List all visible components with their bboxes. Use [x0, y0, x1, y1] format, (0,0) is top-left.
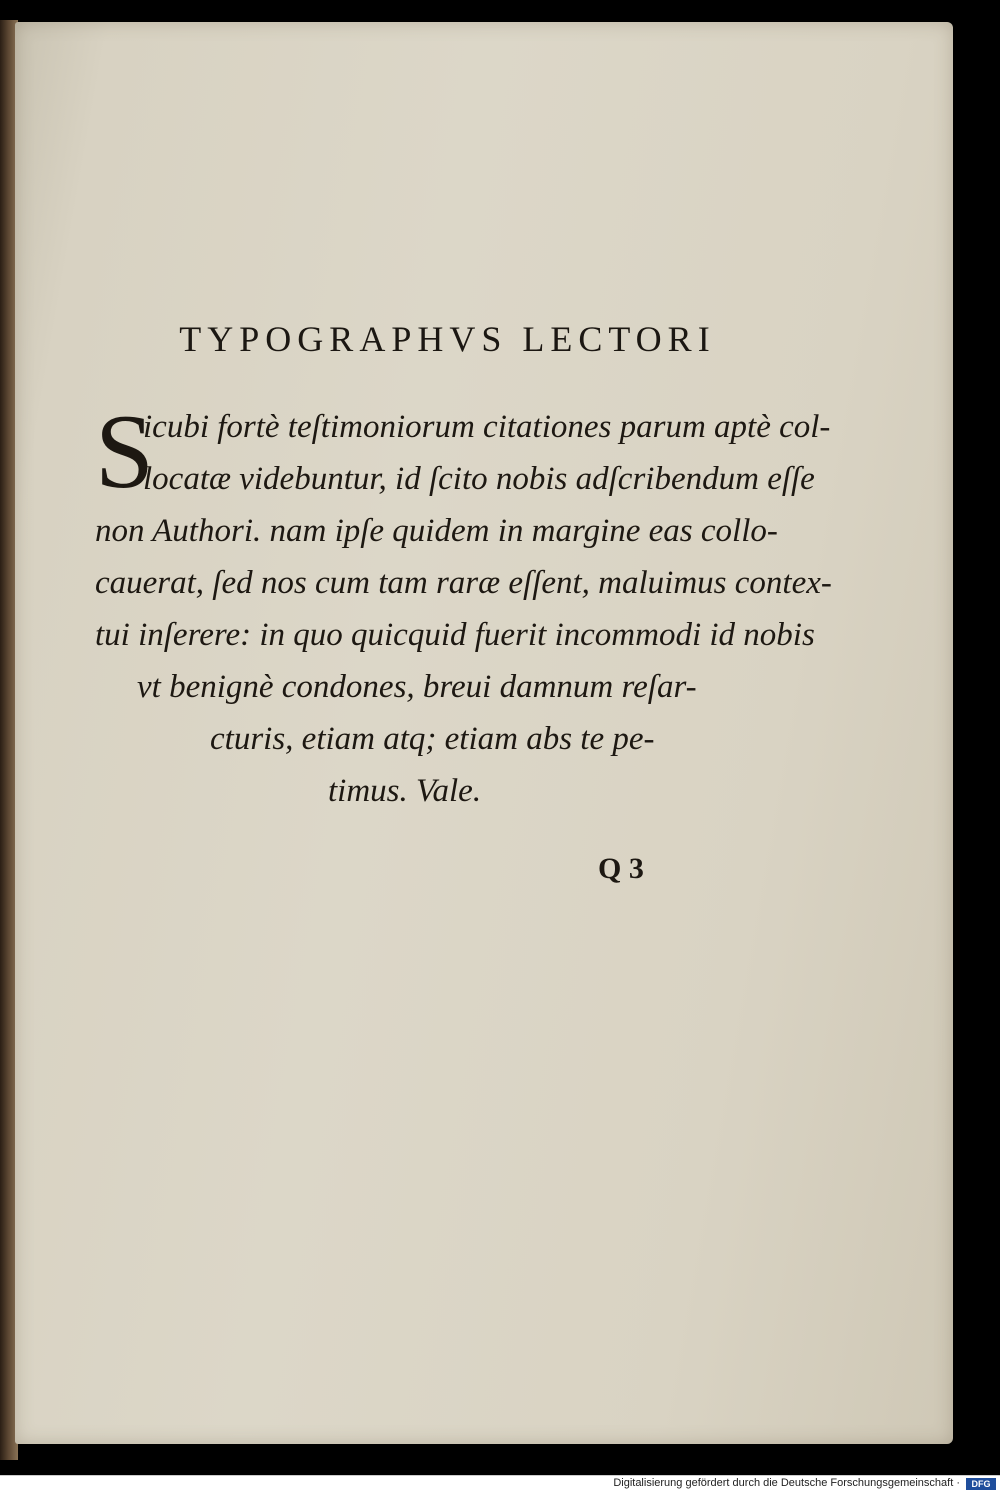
body-line: timus. Vale.	[328, 773, 482, 809]
body-line: non Authori. nam ipſe quidem in margine eas collo-	[95, 513, 778, 549]
footer-credit: Digitalisierung gefördert durch die Deutsche Forschungsgemeinschaft ·	[613, 1477, 960, 1489]
drop-cap: S	[95, 393, 154, 510]
body-line: tui inſerere: in quo quicquid fuerit incommodi id nobis	[95, 617, 815, 653]
body-line: cturis, etiam atq; etiam abs te pe-	[210, 721, 655, 757]
dfg-logo: DFG	[966, 1478, 996, 1490]
page-heading: TYPOGRAPHVS LECTORI	[179, 319, 716, 359]
body-line: cauerat, ſed nos cum tam raræ eſſent, maluimus contex-	[95, 565, 832, 601]
digitization-footer	[0, 1475, 1000, 1493]
body-line: vt benignè condones, breui damnum reſar-	[137, 669, 697, 705]
signature-mark: Q 3	[598, 852, 644, 885]
body-line: locatæ videbuntur, id ſcito nobis adſcribendum eſſe	[143, 461, 815, 497]
body-line: icubi fortè teſtimoniorum citationes parum aptè col-	[143, 409, 831, 445]
